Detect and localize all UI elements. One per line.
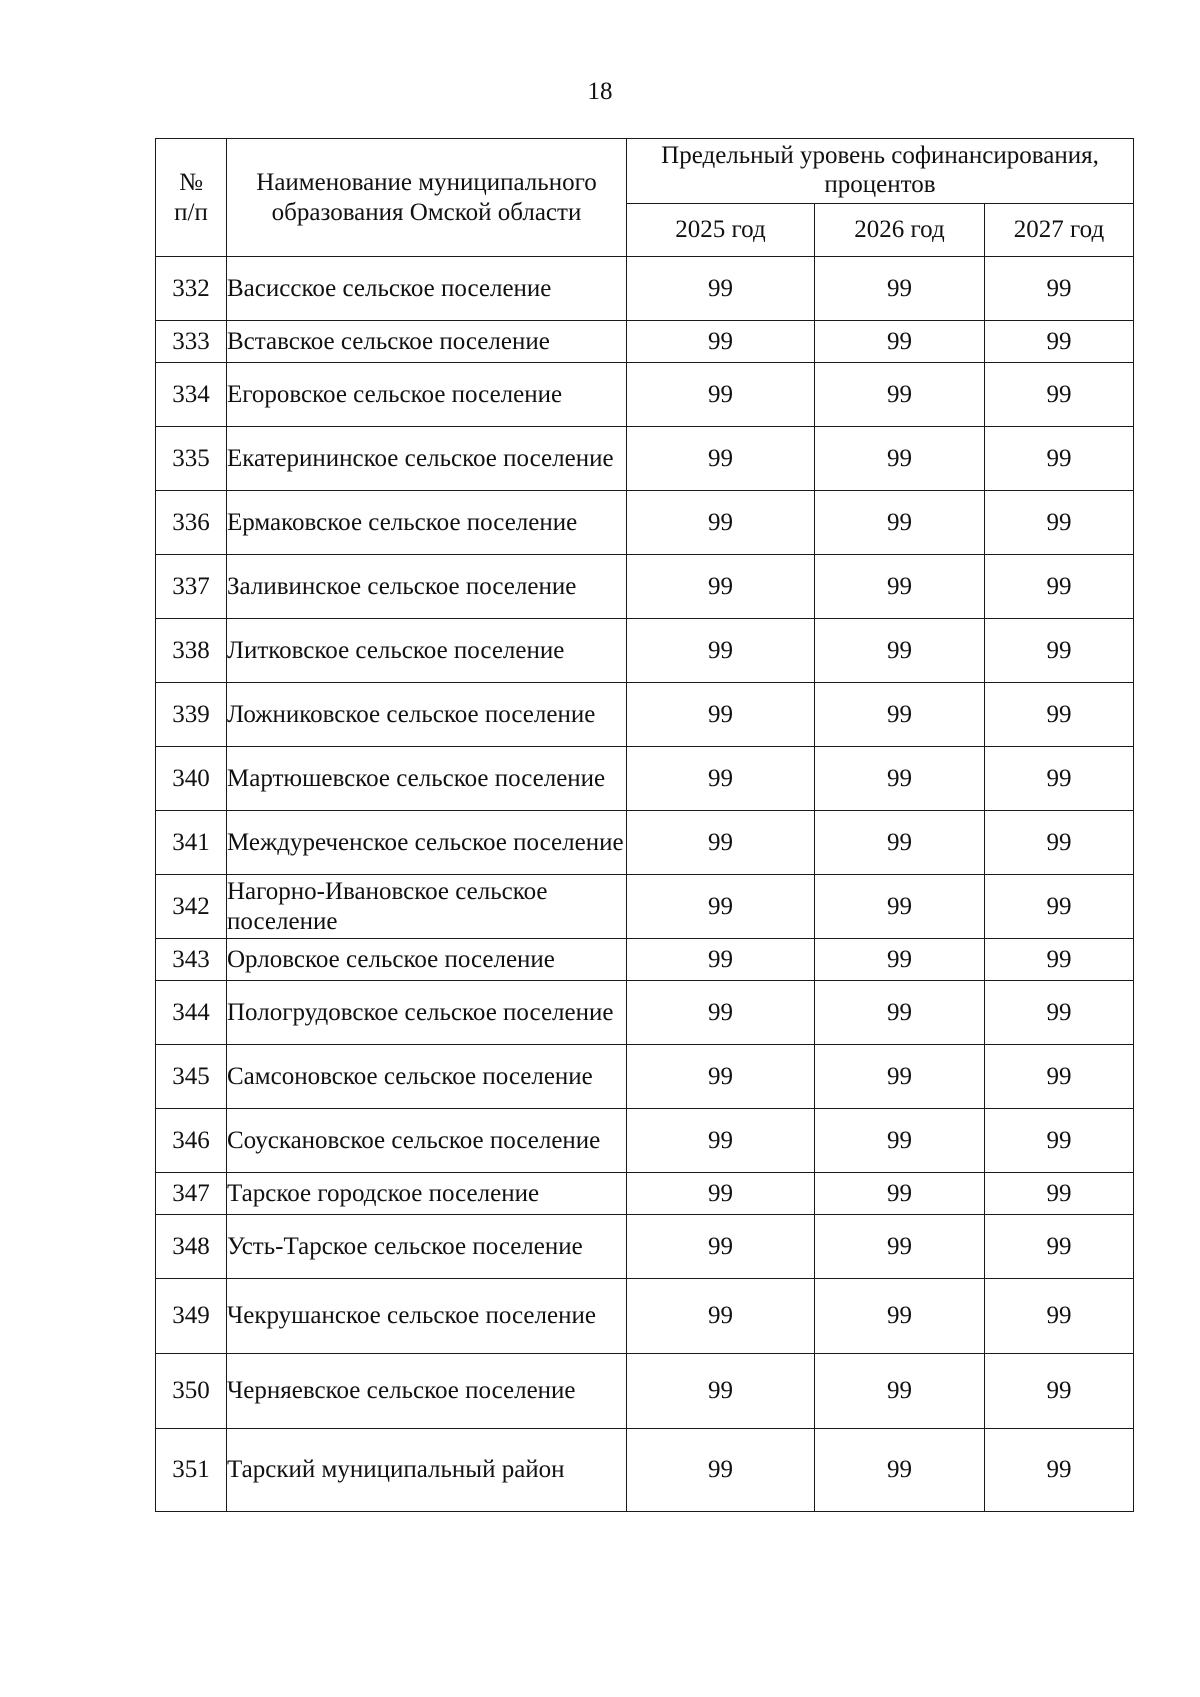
municipality-name: Соускановское сельское поселение	[227, 1109, 627, 1173]
value-2027: 99	[985, 555, 1134, 619]
row-number: 346	[156, 1109, 227, 1173]
municipality-name: Самсоновское сельское поселение	[227, 1045, 627, 1109]
row-number: 348	[156, 1215, 227, 1279]
value-2025: 99	[627, 1109, 815, 1173]
row-number: 336	[156, 491, 227, 555]
municipality-name: Тарский муниципальный район	[227, 1429, 627, 1512]
value-2026: 99	[815, 619, 985, 683]
table-row	[156, 257, 1134, 321]
municipality-name: Васисское сельское поселение	[227, 257, 627, 321]
header-year-2026: 2026 год	[815, 204, 985, 257]
municipality-name: Междуреченское сельское поселение	[227, 811, 627, 875]
municipality-name: Пологрудовское сельское поселение	[227, 981, 627, 1045]
municipality-name: Мартюшевское сельское поселение	[227, 747, 627, 811]
value-2025: 99	[627, 939, 815, 981]
table-row	[156, 1279, 1134, 1354]
value-2026: 99	[815, 981, 985, 1045]
table-row	[156, 619, 1134, 683]
table-row	[156, 1109, 1134, 1173]
municipality-name: Ложниковское сельское поселение	[227, 683, 627, 747]
value-2027: 99	[985, 321, 1134, 363]
municipality-name: Заливинское сельское поселение	[227, 555, 627, 619]
table-row	[156, 875, 1134, 939]
value-2026: 99	[815, 1354, 985, 1429]
value-2025: 99	[627, 981, 815, 1045]
table-row	[156, 747, 1134, 811]
page-number: 18	[587, 78, 613, 105]
value-2025: 99	[627, 811, 815, 875]
header-cofinancing-level: Предельный уровень софинансирования, процентов	[627, 139, 1134, 204]
value-2027: 99	[985, 1173, 1134, 1215]
value-2027: 99	[985, 683, 1134, 747]
value-2026: 99	[815, 321, 985, 363]
value-2025: 99	[627, 363, 815, 427]
value-2026: 99	[815, 555, 985, 619]
value-2026: 99	[815, 1045, 985, 1109]
table-body	[156, 257, 1134, 1512]
municipality-name: Вставское сельское поселение	[227, 321, 627, 363]
value-2026: 99	[815, 491, 985, 555]
value-2025: 99	[627, 491, 815, 555]
value-2027: 99	[985, 363, 1134, 427]
value-2027: 99	[985, 1354, 1134, 1429]
table-row	[156, 939, 1134, 981]
value-2026: 99	[815, 363, 985, 427]
value-2026: 99	[815, 683, 985, 747]
municipality-name: Екатерининское сельское поселение	[227, 427, 627, 491]
value-2025: 99	[627, 875, 815, 939]
table-row	[156, 811, 1134, 875]
table-row	[156, 683, 1134, 747]
row-number: 334	[156, 363, 227, 427]
value-2027: 99	[985, 1045, 1134, 1109]
value-2027: 99	[985, 875, 1134, 939]
value-2025: 99	[627, 1354, 815, 1429]
table-row	[156, 427, 1134, 491]
row-number: 344	[156, 981, 227, 1045]
header-year-2027: 2027 год	[985, 204, 1134, 257]
table-row	[156, 1354, 1134, 1429]
municipality-name: Черняевское сельское поселение	[227, 1354, 627, 1429]
row-number: 341	[156, 811, 227, 875]
municipality-name: Нагорно-Ивановское сельское поселение	[227, 875, 627, 939]
value-2025: 99	[627, 427, 815, 491]
value-2027: 99	[985, 1215, 1134, 1279]
value-2025: 99	[627, 1173, 815, 1215]
value-2025: 99	[627, 555, 815, 619]
value-2027: 99	[985, 257, 1134, 321]
table-row	[156, 1045, 1134, 1109]
value-2027: 99	[985, 747, 1134, 811]
value-2026: 99	[815, 1173, 985, 1215]
header-num	[156, 139, 227, 257]
row-number: 337	[156, 555, 227, 619]
table-row	[156, 1173, 1134, 1215]
table-row	[156, 981, 1134, 1045]
municipality-name: Литковское сельское поселение	[227, 619, 627, 683]
municipality-name: Егоровское сельское поселение	[227, 363, 627, 427]
value-2026: 99	[815, 811, 985, 875]
value-2025: 99	[627, 321, 815, 363]
header-num-line2: п/п	[174, 198, 208, 226]
value-2025: 99	[627, 619, 815, 683]
row-number: 333	[156, 321, 227, 363]
row-number: 335	[156, 427, 227, 491]
value-2027: 99	[985, 939, 1134, 981]
municipality-name: Усть-Тарское сельское поселение	[227, 1215, 627, 1279]
value-2025: 99	[627, 1429, 815, 1512]
row-number: 343	[156, 939, 227, 981]
value-2025: 99	[627, 683, 815, 747]
value-2027: 99	[985, 1109, 1134, 1173]
row-number: 345	[156, 1045, 227, 1109]
table-row	[156, 363, 1134, 427]
table-row	[156, 1429, 1134, 1512]
municipality-name: Чекрушанское сельское поселение	[227, 1279, 627, 1354]
value-2026: 99	[815, 1279, 985, 1354]
value-2027: 99	[985, 981, 1134, 1045]
row-number: 347	[156, 1173, 227, 1215]
row-number: 342	[156, 875, 227, 939]
header-year-2025: 2025 год	[627, 204, 815, 257]
table-row	[156, 491, 1134, 555]
header-name: Наименование муниципального образования Омской области	[227, 139, 627, 257]
value-2026: 99	[815, 939, 985, 981]
row-number: 332	[156, 257, 227, 321]
municipality-name: Тарское городское поселение	[227, 1173, 627, 1215]
row-number: 350	[156, 1354, 227, 1429]
municipality-name: Орловское сельское поселение	[227, 939, 627, 981]
value-2026: 99	[815, 1215, 985, 1279]
value-2027: 99	[985, 427, 1134, 491]
value-2025: 99	[627, 1215, 815, 1279]
header-num-line1: №	[179, 168, 203, 196]
value-2025: 99	[627, 1279, 815, 1354]
value-2025: 99	[627, 257, 815, 321]
cofinancing-table	[155, 138, 1134, 1512]
value-2027: 99	[985, 1279, 1134, 1354]
row-number: 351	[156, 1429, 227, 1512]
value-2025: 99	[627, 747, 815, 811]
row-number: 339	[156, 683, 227, 747]
row-number: 349	[156, 1279, 227, 1354]
row-number: 340	[156, 747, 227, 811]
table-row	[156, 321, 1134, 363]
value-2025: 99	[627, 1045, 815, 1109]
value-2026: 99	[815, 427, 985, 491]
table-row	[156, 1215, 1134, 1279]
value-2026: 99	[815, 1429, 985, 1512]
value-2027: 99	[985, 1429, 1134, 1512]
value-2026: 99	[815, 747, 985, 811]
value-2027: 99	[985, 619, 1134, 683]
table-header	[156, 139, 1134, 257]
value-2027: 99	[985, 811, 1134, 875]
municipality-name: Ермаковское сельское поселение	[227, 491, 627, 555]
value-2026: 99	[815, 875, 985, 939]
value-2026: 99	[815, 257, 985, 321]
value-2027: 99	[985, 491, 1134, 555]
row-number: 338	[156, 619, 227, 683]
table-row	[156, 555, 1134, 619]
value-2026: 99	[815, 1109, 985, 1173]
